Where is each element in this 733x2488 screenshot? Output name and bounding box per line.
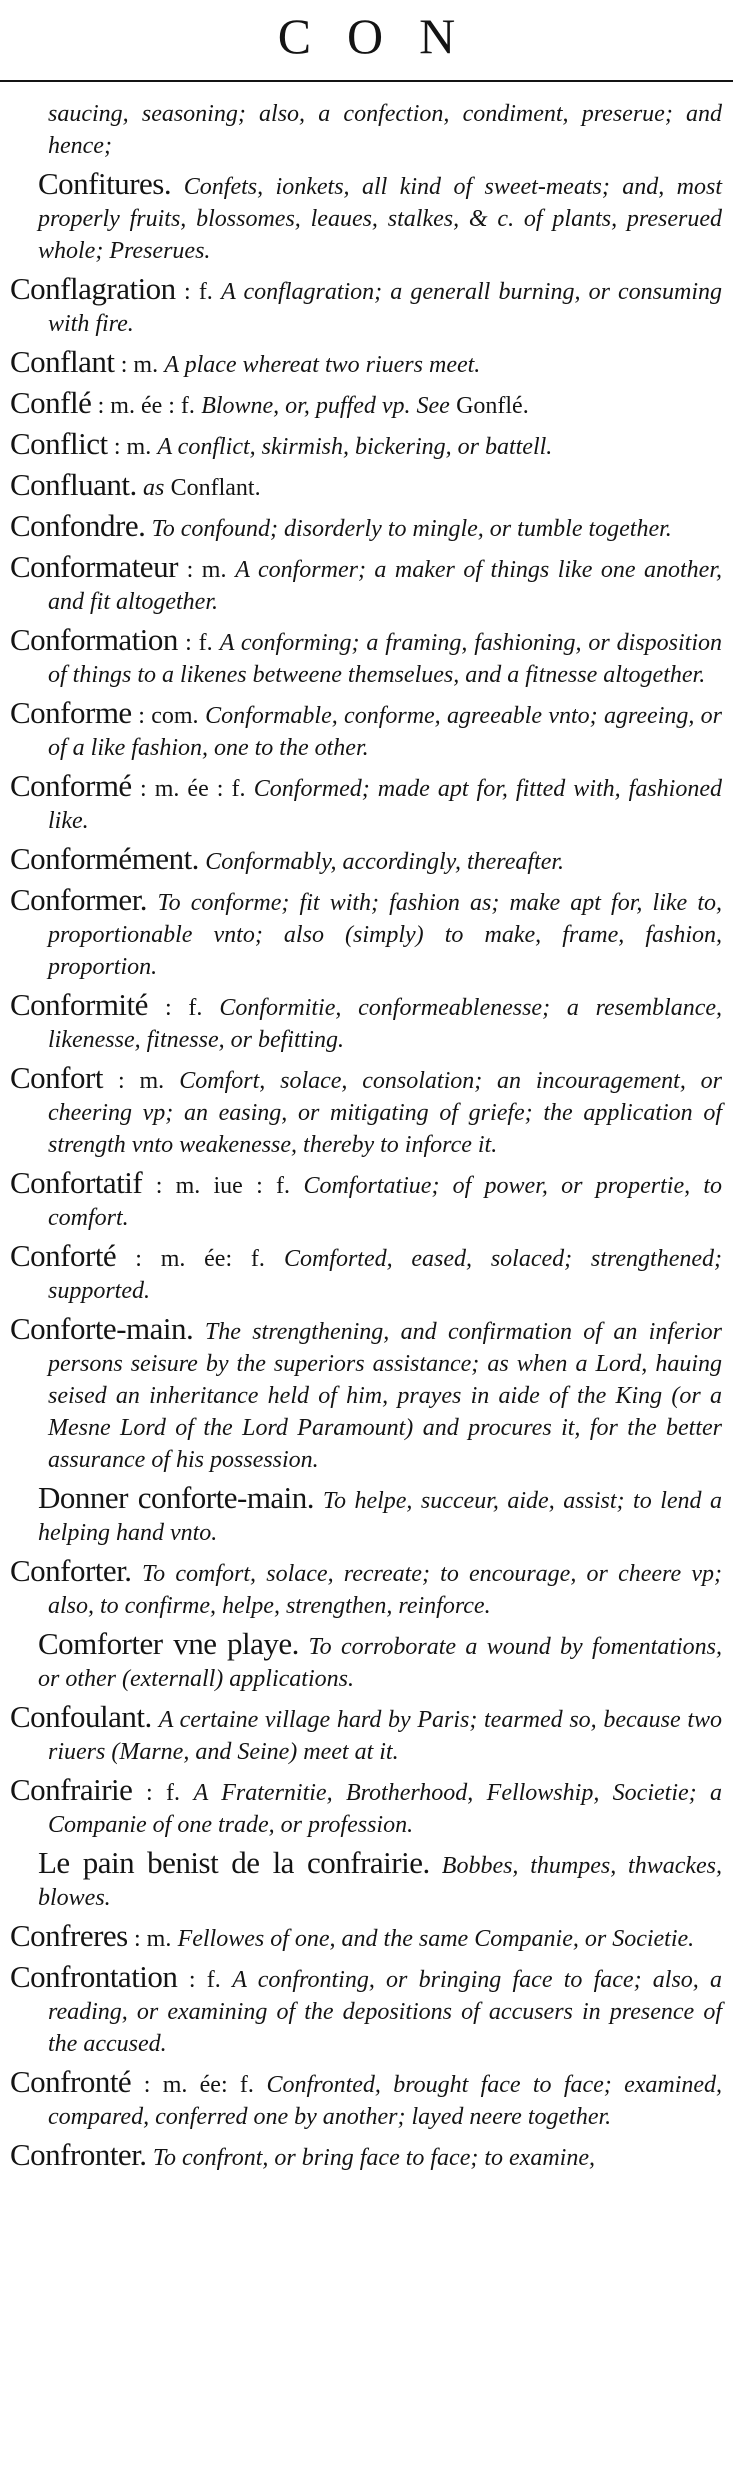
headword: Conformément. xyxy=(10,841,199,876)
definition-text: Comfortatiue; of power, or propertie, to comfort. xyxy=(48,1173,723,1231)
grammar-label: : f. xyxy=(188,1967,221,1993)
grammar-label: : m. ée : f. xyxy=(140,776,246,802)
headword: Le pain benist de la confrairie. xyxy=(38,1845,430,1880)
dictionary-entry xyxy=(10,1313,722,1476)
definition-text: A Fraternitie, Brotherhood, Fellowship, Societie; a Companie of one trade, or profession. xyxy=(48,1780,723,1838)
dictionary-entry xyxy=(10,770,722,837)
headword: Donner conforte-main. xyxy=(38,1480,315,1515)
headword: Conforme xyxy=(10,695,132,730)
dictionary-entry xyxy=(10,1701,722,1768)
headword: Confoulant. xyxy=(10,1699,152,1734)
definition-text: To helpe, succeur, aide, assist; to lend a helping hand vnto. xyxy=(38,1488,723,1546)
dictionary-entry xyxy=(10,1062,722,1161)
definition-text: A conflagration; a generall burning, or consuming with fire. xyxy=(48,279,723,337)
dictionary-entry xyxy=(10,346,722,381)
dictionary-entry xyxy=(10,510,722,545)
definition-text: A conformer; a maker of things like one another, and fit altogether. xyxy=(48,557,723,615)
dictionary-entry xyxy=(10,989,722,1056)
headword: Conformer. xyxy=(10,882,148,917)
grammar-label: : f. xyxy=(146,1780,181,1806)
definition-text: To confront, or bring face to face; to examine, xyxy=(152,2145,595,2171)
dictionary-entry xyxy=(10,1167,722,1234)
headword: Confluant. xyxy=(10,467,137,502)
headword: Conformé xyxy=(10,768,132,803)
dictionary-entry xyxy=(38,168,722,267)
dictionary-entry xyxy=(10,1774,722,1841)
dictionary-entry xyxy=(10,1961,722,2060)
dictionary-entry xyxy=(38,1482,722,1549)
headword: Confort xyxy=(10,1060,103,1095)
headword: Confrontation xyxy=(10,1959,178,1994)
definition-text: saucing, seasoning; also, a confection, condiment, preserue; and hence; xyxy=(48,101,722,159)
dictionary-entry xyxy=(10,697,722,764)
definition-text: A conforming; a framing, fashioning, or disposition of things to a likenes betweene themselues, and a fitnesse altogether. xyxy=(48,630,723,688)
cross-reference: Gonflé. xyxy=(456,393,529,419)
dictionary-entry xyxy=(38,1628,722,1695)
definition-text: Conformable, conforme, agreeable vnto; agreeing, or of a like fashion, one to the other. xyxy=(48,703,722,761)
headword: Confortatif xyxy=(10,1165,143,1200)
definition-text: To confound; disorderly to mingle, or tumble together. xyxy=(151,516,672,542)
dictionary-entry xyxy=(10,624,722,691)
definition-text: Fellowes of one, and the same Companie, or Societie. xyxy=(177,1926,695,1952)
headword: Conformation xyxy=(10,622,178,657)
entry-list xyxy=(10,98,722,2180)
dictionary-entry xyxy=(10,2066,722,2133)
dictionary-entry xyxy=(10,1920,722,1955)
headword: Confondre. xyxy=(10,508,146,543)
dictionary-entry xyxy=(10,884,722,983)
dictionary-entry xyxy=(10,469,722,504)
headword: Conflict xyxy=(10,426,108,461)
headword: Conformité xyxy=(10,987,148,1022)
header-rule xyxy=(0,80,733,82)
grammar-label: : m. iue : f. xyxy=(155,1173,290,1199)
dictionary-entry xyxy=(10,1555,722,1622)
grammar-label: : f. xyxy=(184,279,213,305)
dictionary-entry xyxy=(10,1240,722,1307)
definition-text: Blowne, or, puffed vp. See xyxy=(201,393,450,419)
dictionary-entry xyxy=(10,2139,722,2174)
definition-text: as xyxy=(143,475,165,501)
definition-text: A conflict, skirmish, bickering, or battell. xyxy=(157,434,553,460)
dictionary-entry xyxy=(10,428,722,463)
grammar-label: : com. xyxy=(138,703,199,729)
definition-text: The strengthening, and confirmation of an inferior persons seisure by the superiors assistance; as when a Lord, hauing seised an inheritance held of him, prayes in aide of the King (or a Mesne Lord of the Lord Paramount) and procures it, for the better assurance of his possession. xyxy=(48,1319,722,1473)
definition-text: A confronting, or bringing face to face; also, a reading, or examining of the depositions of accusers in presence of the accused. xyxy=(48,1967,723,2057)
definition-text: Confets, ionkets, all kind of sweet-meats; and, most properly fruits, blossomes, leaues, stalkes, & c. of plants, preserued whole; Preserues. xyxy=(38,174,722,264)
definition-text: To corroborate a wound by fomentations, or other (externall) applications. xyxy=(38,1634,723,1692)
grammar-label: : m. xyxy=(186,557,227,583)
grammar-label: : m. xyxy=(118,1068,165,1094)
headword: Conflagration xyxy=(10,271,176,306)
dictionary-entry xyxy=(38,1847,722,1914)
headword: Conforter. xyxy=(10,1553,132,1588)
headword: Conforte-main. xyxy=(10,1311,194,1346)
headword: Conflant xyxy=(10,344,115,379)
grammar-label: : f. xyxy=(185,630,213,656)
headword: Confitures. xyxy=(38,166,172,201)
headword: Conformateur xyxy=(10,549,178,584)
headword: Confreres xyxy=(10,1918,128,1953)
definition-text: Confronted, brought face to face; examined, compared, conferred one by another; layed neere together. xyxy=(48,2072,723,2130)
definition-text: Conformitie, conformeablenesse; a resemblance, likenesse, fitnesse, or befitting. xyxy=(48,995,723,1053)
definition-text: Conformably, accordingly, thereafter. xyxy=(205,849,565,875)
dictionary-entry xyxy=(10,98,722,162)
definition-text: To comfort, solace, recreate; to encourage, or cheere vp; also, to confirme, helpe, strengthen, reinforce. xyxy=(48,1561,723,1619)
dictionary-entry xyxy=(10,273,722,340)
definition-text: Conformed; made apt for, fitted with, fashioned like. xyxy=(48,776,722,834)
definition-text: Bobbes, thumpes, thwackes, blowes. xyxy=(38,1853,722,1911)
headword: Comforter vne playe. xyxy=(38,1626,299,1661)
grammar-label: : m. ée: f. xyxy=(135,1246,265,1272)
definition-text: Comfort, solace, consolation; an incouragement, or cheering vp; an easing, or mitigating of griefe; the application of strength vnto weakenesse, thereby to inforce it. xyxy=(48,1068,723,1158)
definition-text: A certaine village hard by Paris; tearmed so, because two riuers (Marne, and Seine) meet at it. xyxy=(48,1707,723,1765)
grammar-label: : m. xyxy=(133,1926,172,1952)
definition-text: To conforme; fit with; fashion as; make apt for, like to, proportionable vnto; also (simply) to make, frame, fashion, proportion. xyxy=(48,890,723,980)
headword: Confrairie xyxy=(10,1772,133,1807)
page-header xyxy=(0,0,733,88)
dictionary-entry xyxy=(10,551,722,618)
grammar-label: : m. xyxy=(113,434,152,460)
definition-text: A place whereat two riuers meet. xyxy=(164,352,481,378)
dictionary-entry xyxy=(10,843,722,878)
cross-reference: Conflant. xyxy=(170,475,261,501)
grammar-label: : m. ée : f. xyxy=(97,393,195,419)
headword: Confronter. xyxy=(10,2137,147,2172)
headword: Confronté xyxy=(10,2064,132,2099)
running-head: CON xyxy=(277,8,492,64)
grammar-label: : m. xyxy=(120,352,159,378)
definition-text: Comforted, eased, solaced; strengthened; supported. xyxy=(48,1246,722,1304)
grammar-label: : m. ée: f. xyxy=(143,2072,254,2098)
headword: Conflé xyxy=(10,385,92,420)
dictionary-entry xyxy=(10,387,722,422)
grammar-label: : f. xyxy=(164,995,203,1021)
headword: Conforté xyxy=(10,1238,117,1273)
